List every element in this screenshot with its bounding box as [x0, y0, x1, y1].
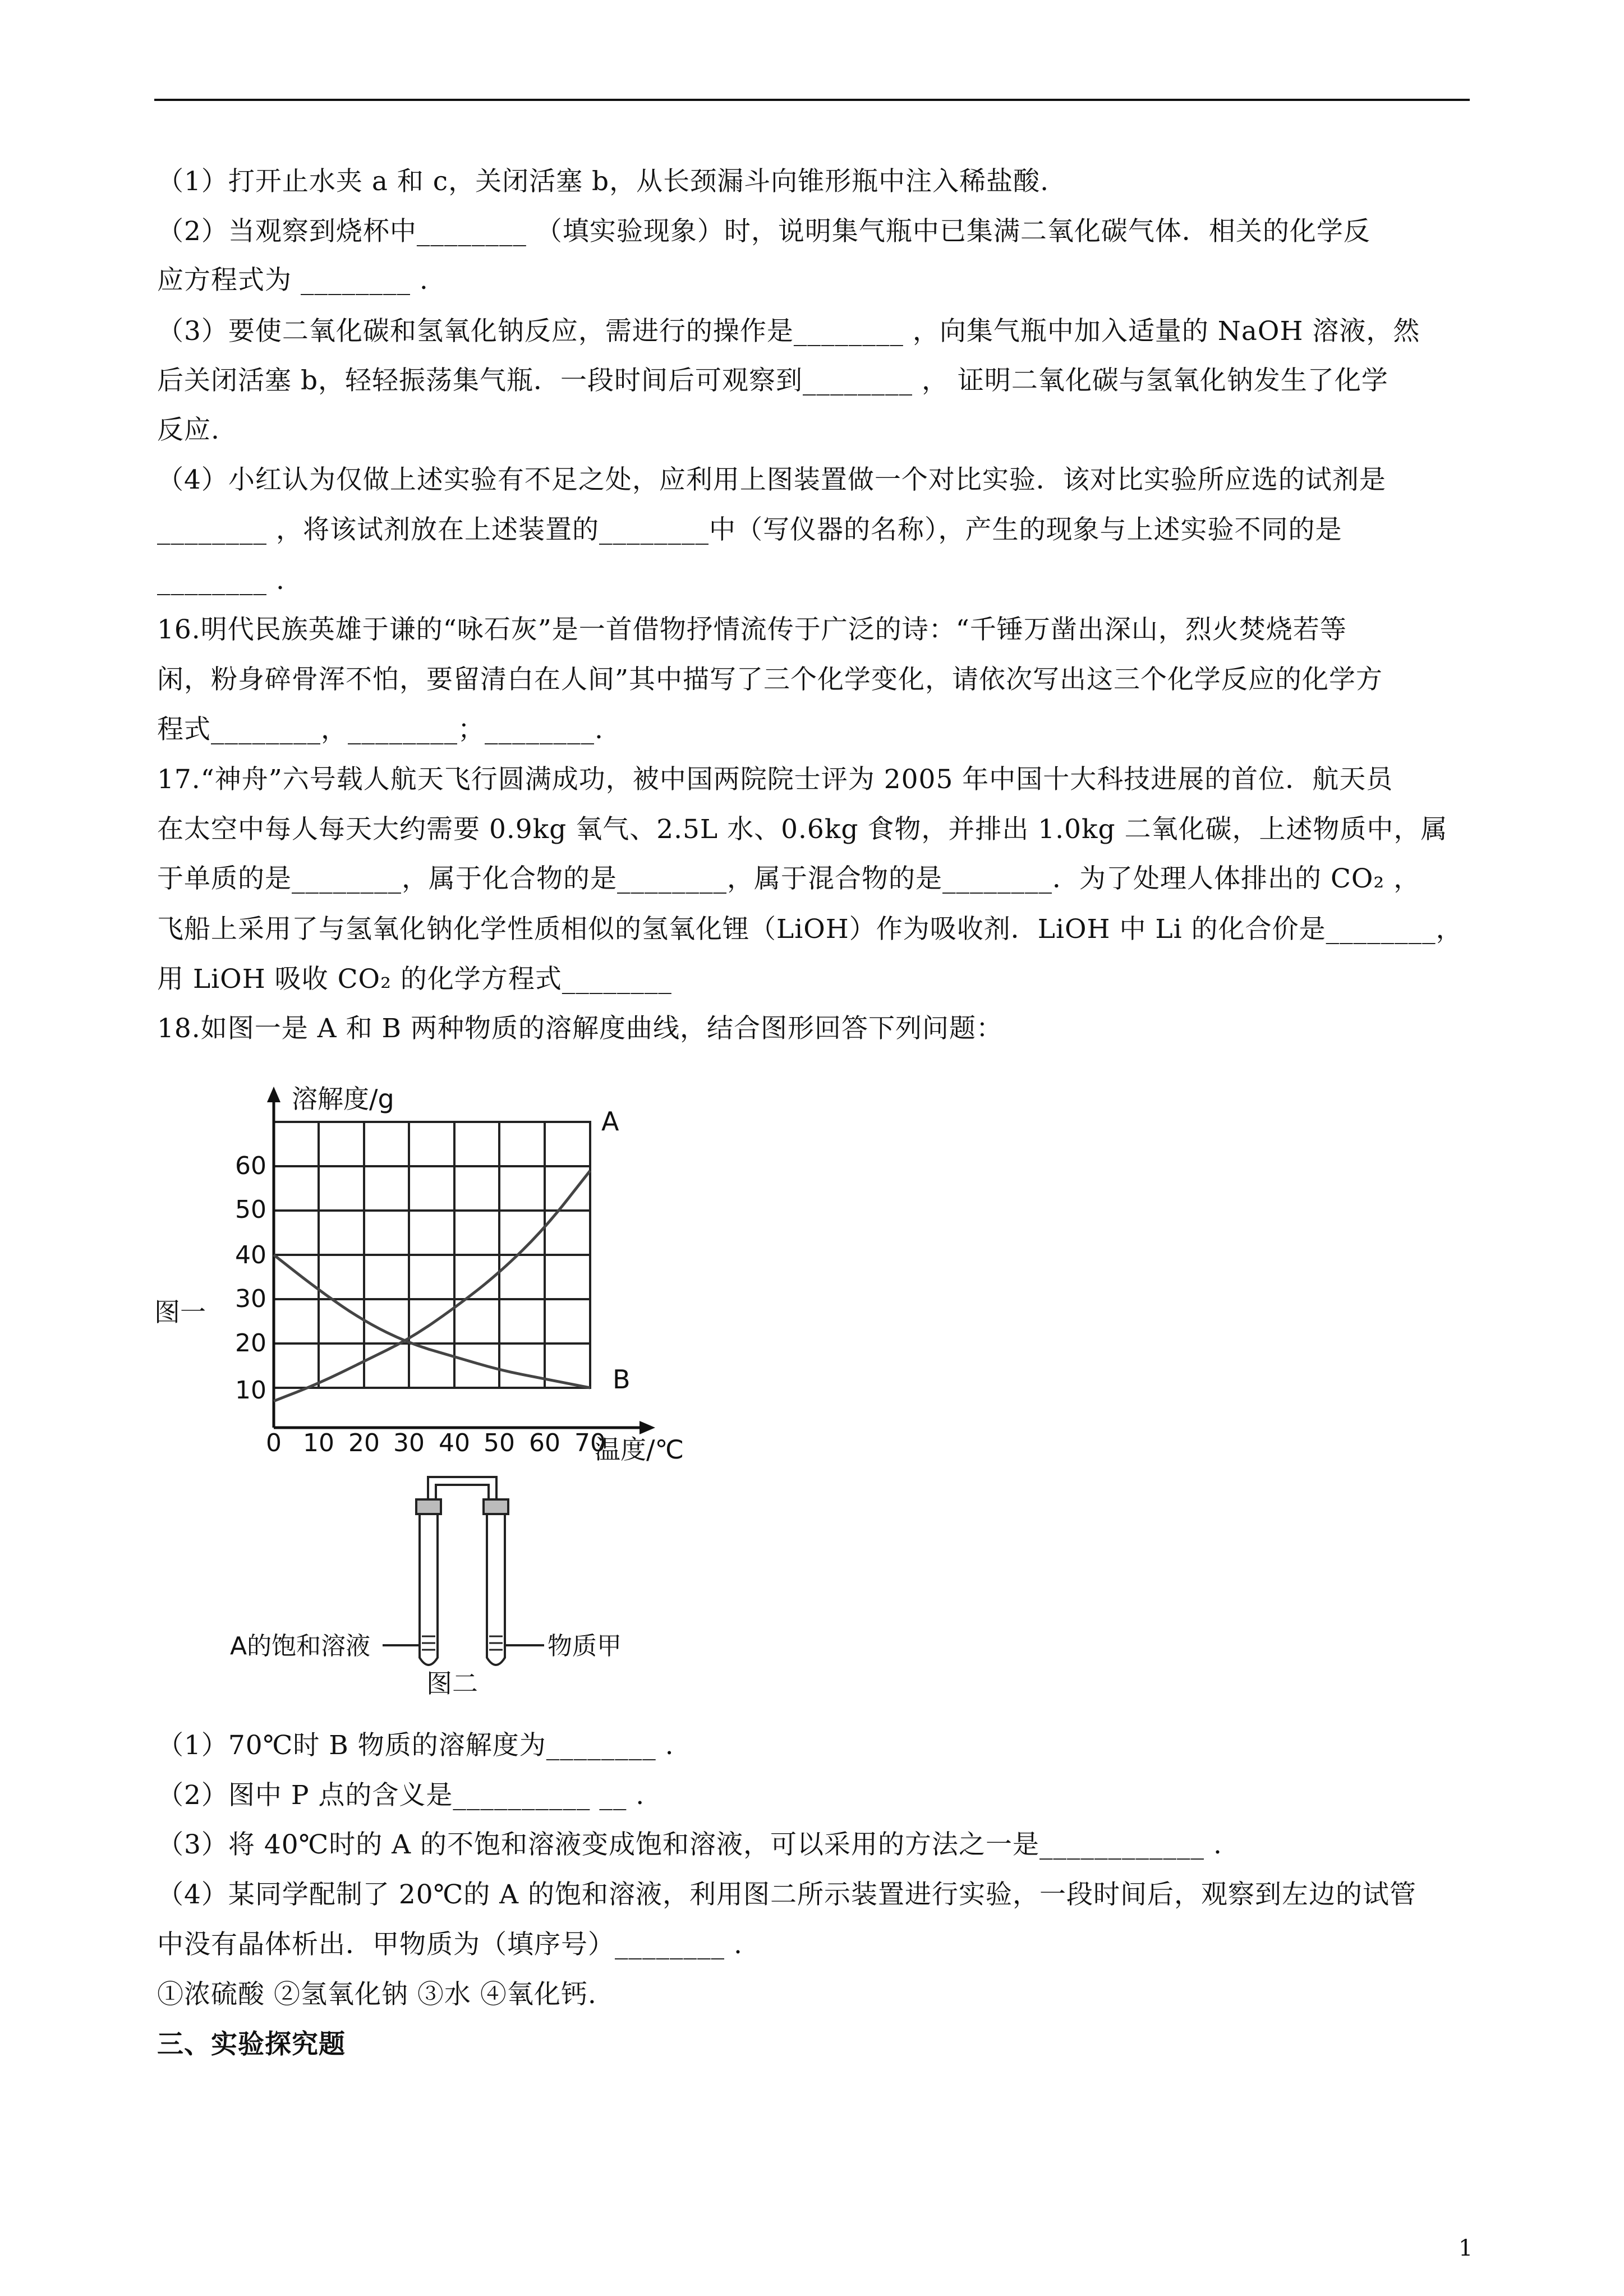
x-tick-label: 60 — [529, 1429, 560, 1457]
q17-text-2: 在太空中每人每天大约需要 0.9kg 氧气、2.5L 水、0.6kg 食物，并排出 1.0kg 二氧化碳，上述物质中，属 — [157, 814, 1448, 845]
q18-part-3: （3）将 40℃时的 A 的不饱和溶液变成饱和溶液，可以采用的方法之一是____________ . — [157, 1829, 1222, 1860]
q15-step-3-cont: 后关闭活塞 b，轻轻振荡集气瓶．一段时间后可观察到________ ， 证明二氧化碳与氢氧化钠发生了化学 — [157, 365, 1388, 396]
left-tube-label: A的饱和溶液 — [230, 1632, 371, 1660]
q18-options: ①浓硫酸 ②氢氧化钠 ③水 ④氧化钙. — [157, 1979, 597, 2010]
y-tick-label: 40 — [235, 1241, 266, 1269]
figure-svg — [151, 1074, 701, 1697]
curve-a — [274, 1171, 590, 1401]
q17-text-3: 于单质的是________，属于化合物的是________，属于混合物的是________．为了处理人体排出的 CO₂ ， — [157, 863, 1421, 894]
x-tick-label: 10 — [303, 1429, 334, 1457]
y-tick-label: 50 — [235, 1195, 266, 1224]
x-tick-label: 50 — [484, 1429, 515, 1457]
x-tick-label: 70 — [574, 1429, 606, 1457]
y-axis-title: 溶解度/g — [292, 1084, 394, 1114]
q15-step-4: （4）小红认为仅做上述实验有不足之处，应利用上图装置做一个对比实验．该对比实验所应选的试剂是 — [157, 464, 1386, 495]
q18-part-4: （4）某同学配制了 20℃的 A 的饱和溶液，利用图二所示装置进行实验，一段时间后，观察到左边的试管 — [157, 1879, 1417, 1910]
test-tube-apparatus — [383, 1477, 544, 1665]
y-axis-arrow-icon — [267, 1087, 280, 1102]
x-tick-label: 30 — [393, 1429, 425, 1457]
y-tick-label: 10 — [235, 1376, 266, 1405]
solubility-figure — [151, 1074, 701, 1697]
q18-part-2: （2）图中 P 点的含义是__________ __ . — [157, 1780, 645, 1811]
q16-text-cont: 闲，粉身碎骨浑不怕，要留清白在人间”其中描写了三个化学变化，请依次写出这三个化学反应的化学方 — [157, 664, 1383, 695]
q15-step-3-end: 反应. — [157, 415, 220, 445]
curve-b-label: B — [613, 1364, 631, 1395]
q16-text: 16.明代民族英雄于谦的“咏石灰”是一首借物抒情流传于广泛的诗：“千锤万凿出深山，烈火焚烧若等 — [157, 614, 1347, 645]
header-rule — [154, 99, 1470, 101]
y-tick-label: 20 — [235, 1329, 266, 1358]
q17-text: 17.“神舟”六号载人航天飞行圆满成功，被中国两院院士评为 2005 年中国十大科技进展的首位．航天员 — [157, 764, 1393, 795]
q17-text-4: 飞船上采用了与氢氧化钠化学性质相似的氢氧化锂（LiOH）作为吸收剂．LiOH 中 Li 的化合价是________， — [157, 914, 1463, 945]
q18-text: 18.如图一是 A 和 B 两种物质的溶解度曲线，结合图形回答下列问题： — [157, 1013, 1003, 1044]
q18-part-4-cont: 中没有晶体析出．甲物质为（填序号）________ . — [157, 1929, 743, 1960]
x-tick-label: 20 — [348, 1429, 380, 1457]
q15-step-2-cont: 应方程式为 ________ . — [157, 265, 429, 296]
curve-a-label: A — [601, 1106, 619, 1137]
x-tick-label: 40 — [439, 1429, 470, 1457]
q15-step-4-cont: ________ ，将该试剂放在上述装置的________中（写仪器的名称），产生的现象与上述实验不同的是 — [157, 514, 1342, 545]
figure-2-label: 图二 — [426, 1668, 478, 1697]
y-tick-label: 60 — [235, 1152, 266, 1180]
curve-b — [274, 1255, 590, 1388]
right-tube-label: 物质甲 — [548, 1632, 622, 1660]
q15-step-3: （3）要使二氧化碳和氢氧化钠反应，需进行的操作是________ ，向集气瓶中加入适量的 NaOH 溶液，然 — [157, 316, 1420, 347]
q17-text-5: 用 LiOH 吸收 CO₂ 的化学方程式________ — [157, 964, 672, 995]
x-axis-title: 温度/℃ — [595, 1434, 684, 1465]
q18-part-1: （1）70℃时 B 物质的溶解度为________ . — [157, 1730, 674, 1761]
q15-step-2: （2）当观察到烧杯中________ （填实验现象）时，说明集气瓶中已集满二氧化碳气体．相关的化学反 — [157, 216, 1370, 247]
q16-text-end: 程式________，________；________. — [157, 714, 604, 745]
q15-step-4-end: ________ . — [157, 565, 285, 596]
page-number: 1 — [1459, 2235, 1473, 2261]
figure-1-label: 图一 — [154, 1297, 206, 1327]
section-heading: 三、实验探究题 — [157, 2029, 346, 2060]
y-tick-label: 30 — [235, 1285, 266, 1313]
chart-grid — [274, 1122, 590, 1388]
x-axis-arrow-icon — [640, 1421, 655, 1434]
q15-step-1: （1）打开止水夹 a 和 c，关闭活塞 b，从长颈漏斗向锥形瓶中注入稀盐酸. — [157, 166, 1050, 197]
x-tick-label: 0 — [266, 1429, 282, 1457]
